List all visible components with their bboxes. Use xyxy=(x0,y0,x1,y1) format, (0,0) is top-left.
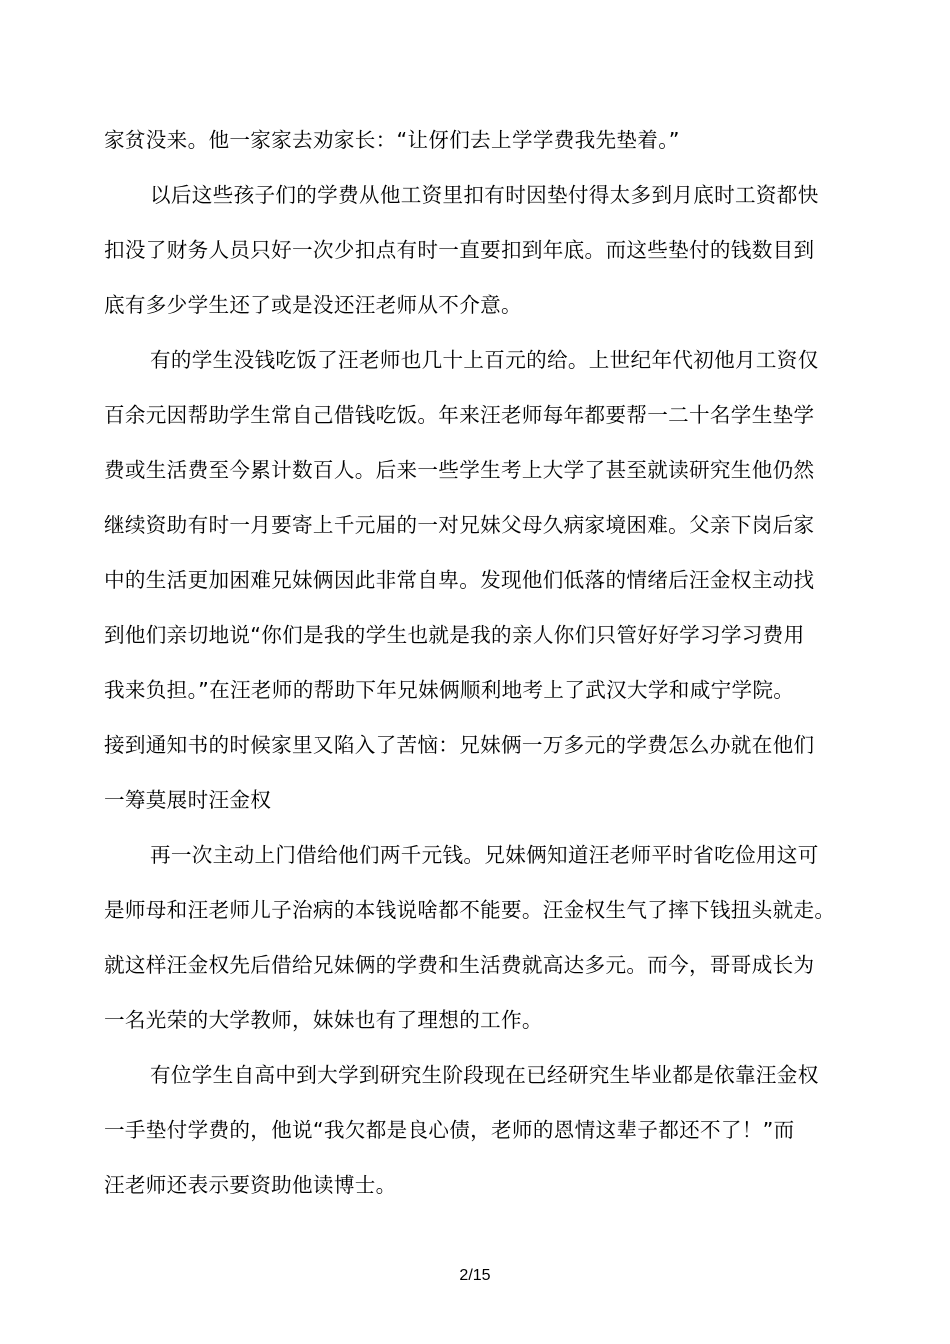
page-number: 2/15 xyxy=(459,1267,491,1284)
text-line: 扣没了财务人员只好一次少扣点有时一直要扣到年底。而这些垫付的钱数目到 xyxy=(104,238,815,262)
text-line: 汪老师还表示要资助他读博士。 xyxy=(104,1173,397,1197)
paragraph-start-line: 有的学生没钱吃饭了汪老师也几十上百元的给。上世纪年代初他月工资仅 xyxy=(150,348,819,372)
text-line: 一名光荣的大学教师，妹妹也有了理想的工作。 xyxy=(104,1008,543,1032)
text-line: 底有多少学生还了或是没还汪老师从不介意。 xyxy=(104,293,522,317)
text-line: 继续资助有时一月要寄上千元届的一对兄妹父母久病家境困难。父亲下岗后家 xyxy=(104,513,815,537)
text-line: 费或生活费至今累计数百人。后来一些学生考上大学了甚至就读研究生他仍然 xyxy=(104,458,815,482)
text-line: 到他们亲切地说“你们是我的学生也就是我的亲人你们只管好好学习学习费用 xyxy=(104,623,805,647)
text-line: 我来负担。”在汪老师的帮助下年兄妹俩顺利地考上了武汉大学和咸宁学院。 xyxy=(104,678,795,702)
text-line: 百余元因帮助学生常自己借钱吃饭。年来汪老师每年都要帮一二十名学生垫学 xyxy=(104,403,815,427)
text-line: 接到通知书的时候家里又陷入了苦恼：兄妹俩一万多元的学费怎么办就在他们 xyxy=(104,733,815,757)
text-line: 是师母和汪老师儿子治病的本钱说啥都不能要。汪金权生气了摔下钱扭头就走。 xyxy=(104,898,836,922)
paragraph-start-line: 以后这些孩子们的学费从他工资里扣有时因垫付得太多到月底时工资都快 xyxy=(150,183,819,207)
text-line: 一筹莫展时汪金权 xyxy=(104,788,272,812)
paragraph-start-line: 有位学生自高中到大学到研究生阶段现在已经研究生毕业都是依靠汪金权 xyxy=(150,1063,819,1087)
paragraph-start-line: 再一次主动上门借给他们两千元钱。兄妹俩知道汪老师平时省吃俭用这可 xyxy=(150,843,819,867)
text-line: 一手垫付学费的，他说“我欠都是良心债，老师的恩情这辈子都还不了！”而 xyxy=(104,1118,795,1142)
text-line: 中的生活更加困难兄妹俩因此非常自卑。发现他们低落的情绪后汪金权主动找 xyxy=(104,568,815,592)
text-line: 家贫没来。他一家家去劝家长：“让伢们去上学学费我先垫着。” xyxy=(104,128,680,152)
text-line: 就这样汪金权先后借给兄妹俩的学费和生活费就高达多元。而今，哥哥成长为 xyxy=(104,953,815,977)
